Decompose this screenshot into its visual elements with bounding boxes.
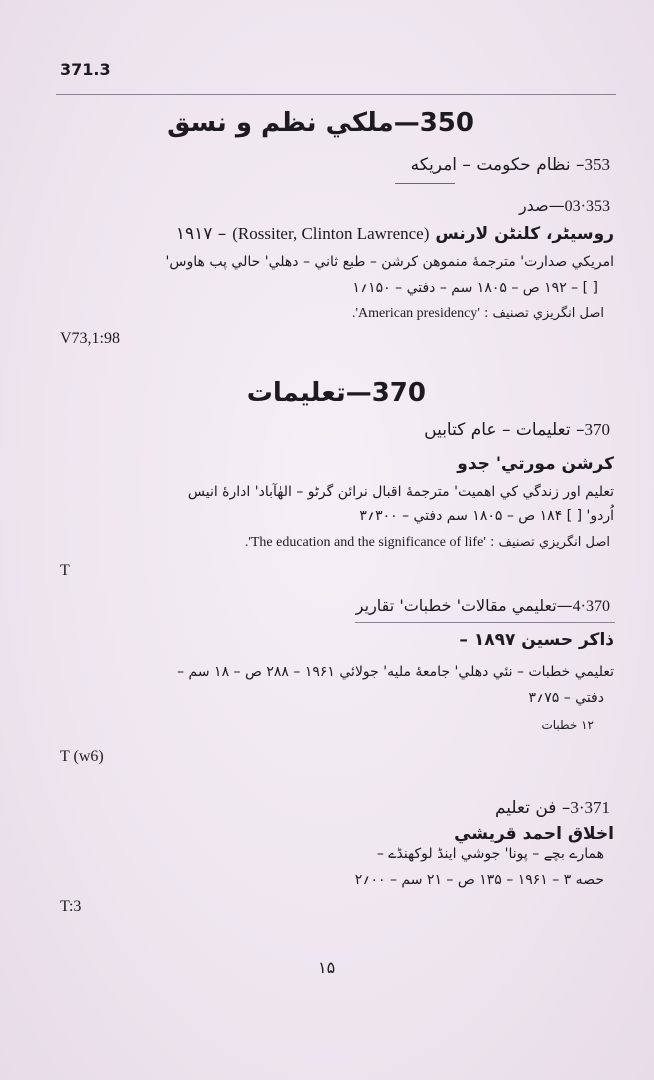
section-number: 370 [371,378,426,408]
underline [395,183,455,184]
entry-line: حصه ۳ – ۱۹۶۱ – ۱۳۵ ص – ۲۱ سم – ۰۰؍۲ [354,872,604,888]
subject-title: —تعلیمي مقالات' خطبات' تقاریر [355,596,573,615]
entry-note: ۱۲ خطبات [541,718,594,732]
entry-line: [ ] – ۱۹۲ ص – ۱۸۰۵ سم – دفتي – ۱۵۰؍۱ [352,280,598,296]
subject-number: 370·4 [572,598,610,615]
entry-author: ذاکر حسین ۱۸۹۷ – [459,630,614,650]
subject-371-3 [50,798,610,818]
entry-author: اخلاق احمد قریشي [454,824,614,844]
underline [355,622,615,623]
page-reference: T [60,562,70,579]
section-title: —ملکي نظم و نسق [167,108,420,138]
entry-line: دفتي – ۷۵؍۳ [528,690,604,706]
entry-line: امریکي صدارت' مترجمۀ منموهن کرشن – طبع ثاني – دهلي' حالي پب هاوس' [165,254,614,270]
section-heading-350 [167,108,474,138]
subject-353 [50,155,610,175]
class-number-label: 371.3 [60,60,111,79]
subject-370-4 [50,596,610,616]
subject-353-03 [50,196,610,216]
subject-number: 371·3 [570,798,610,817]
original-title-note: اصل انگریزي تصنیف : 'The education and the significance of life'. [244,535,610,550]
subject-title: – نظام حکومت – امریکه [410,155,585,175]
subject-number: 353·03 [564,198,610,215]
subject-title: —صدر [518,196,565,215]
entry-author: کرشن مورتي' جدو [457,454,614,474]
section-title: —تعلیمات [246,378,372,408]
page-number: ۱۵ [318,958,336,977]
page-reference: T:3 [60,898,82,915]
entry-line: تعلیم اور زندگي کي اهمیت' مترجمۀ اقبال نرائن گرٹو – الهٰآباد' ادارۀ انیس [187,484,614,500]
section-number: 350 [419,108,474,138]
entry-line: همارے بچے – پونا' جوشي اینڈ لوکھنڈے – [376,846,604,862]
subject-370 [50,420,610,440]
section-heading-370 [126,378,426,408]
subject-number: 370 [584,420,610,439]
subject-title: – تعلیمات – عام کتابیں [424,420,585,440]
entry-line: اُردو' [ ] ۱۸۴ ص – ۱۸۰۵ سم دفتي – ۳۰۰؍۳ [359,508,614,524]
original-title-note: اصل انگریزي تصنیف : 'American presidency'. [351,306,604,321]
entry-author: روسيٹر، کلنٹن لارنس (Rossiter, Clinton Lawrence) – ۱۹۱۷ [175,224,614,244]
page-reference: T (w6) [60,748,104,765]
subject-title: – فن تعلیم [494,798,571,818]
page-reference: V73,1:98 [60,330,120,347]
top-rule [56,94,616,95]
entry-line: تعلیمي خطبات – نئي دهلي' جامعۀ ملیه' جولائي ۱۹۶۱ – ۲۸۸ ص – ۱۸ سم – [177,664,614,680]
subject-number: 353 [584,155,610,174]
